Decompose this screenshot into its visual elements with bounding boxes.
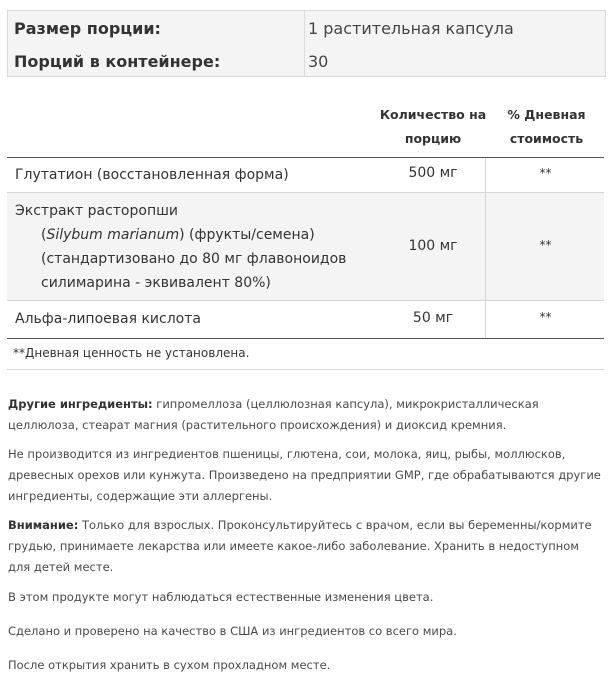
serving-size-label: Размер порции: [14, 19, 161, 38]
ingredient-daily-value: ** [539, 238, 552, 252]
latin-name: Silybum marianum [46, 227, 180, 243]
ingredient-source: ) (фрукты/семена) [179, 227, 315, 243]
ingredient-name [15, 199, 346, 295]
made-in-statement: Сделано и проверено на качество в США из ингредиентов со всего мира. [8, 624, 457, 638]
servings-per-container-row [7, 43, 606, 77]
ingredient-name-line2 [15, 223, 346, 247]
ingredient-name: Альфа-липоевая кислота [15, 311, 201, 327]
other-ingredients-text: гипромеллоза (целлюлозная капсула), микрокристаллическая целлюлоза, стеарат магния (растительного происхождения) и диоксид кремния. [8, 397, 539, 432]
ingredient-name-line4: силимарина - эквивалент 80%) [41, 275, 271, 291]
ingredient-amount: 50 мг [412, 310, 454, 326]
amount-header-line1: Количество на [379, 107, 487, 122]
serving-size-row [7, 10, 606, 44]
column-divider [304, 43, 305, 76]
other-ingredients-label: Другие ингредиенты: [8, 397, 153, 411]
storage-instructions: После открытия хранить в сухом прохладном месте. [8, 658, 331, 672]
other-ingredients-paragraph [8, 394, 603, 436]
ingredient-name: Глутатион (восстановленная форма) [15, 167, 289, 183]
ingredient-amount: 100 мг [408, 238, 458, 254]
facts-footnote-row [7, 339, 604, 370]
dv-header-line2: стоимость [509, 131, 584, 146]
warning-text: Только для взрослых. Проконсультируйтесь с врачом, если вы беременны/кормите грудью, принимаете лекарства или имеете какое-либо заболевание. Хранить в недоступном для детей месте. [8, 518, 592, 574]
amount-header-line2: порцию [404, 131, 462, 146]
facts-row-alpha-lipoic-acid [7, 301, 604, 339]
amount-per-serving-header [367, 103, 499, 151]
dv-header-line1: % Дневная [507, 107, 586, 122]
ingredient-name-line3: (стандартизовано до 80 мг флавоноидов [41, 251, 347, 267]
daily-value-header [489, 103, 604, 151]
daily-value-footnote: **Дневная ценность не установлена. [13, 346, 250, 360]
ingredient-name-line1: Экстракт расторопши [15, 203, 179, 219]
servings-per-container-label: Порций в контейнере: [14, 52, 221, 71]
serving-size-value: 1 растительная капсула [308, 19, 514, 38]
facts-header [7, 103, 604, 158]
color-variation-note: В этом продукте могут наблюдаться естественные изменения цвета. [8, 590, 434, 604]
servings-per-container-value: 30 [308, 52, 329, 71]
warning-label: Внимание: [8, 518, 79, 532]
column-divider [304, 11, 305, 43]
facts-row-glutathione [7, 158, 604, 193]
facts-row-milk-thistle [7, 193, 604, 301]
ingredient-amount: 500 мг [408, 165, 458, 181]
ingredient-daily-value: ** [539, 310, 552, 324]
warning-paragraph [8, 515, 603, 578]
allergen-statement: Не производится из ингредиентов пшеницы, глютена, сои, молока, яиц, рыбы, моллюсков, древесных орехов или кунжута. Произведено на предприятии GMP, где обрабатываются другие ингредиенты, содержащие эти аллергены. [8, 447, 601, 503]
ingredient-daily-value: ** [539, 166, 552, 180]
paren-open: ( [41, 227, 47, 243]
